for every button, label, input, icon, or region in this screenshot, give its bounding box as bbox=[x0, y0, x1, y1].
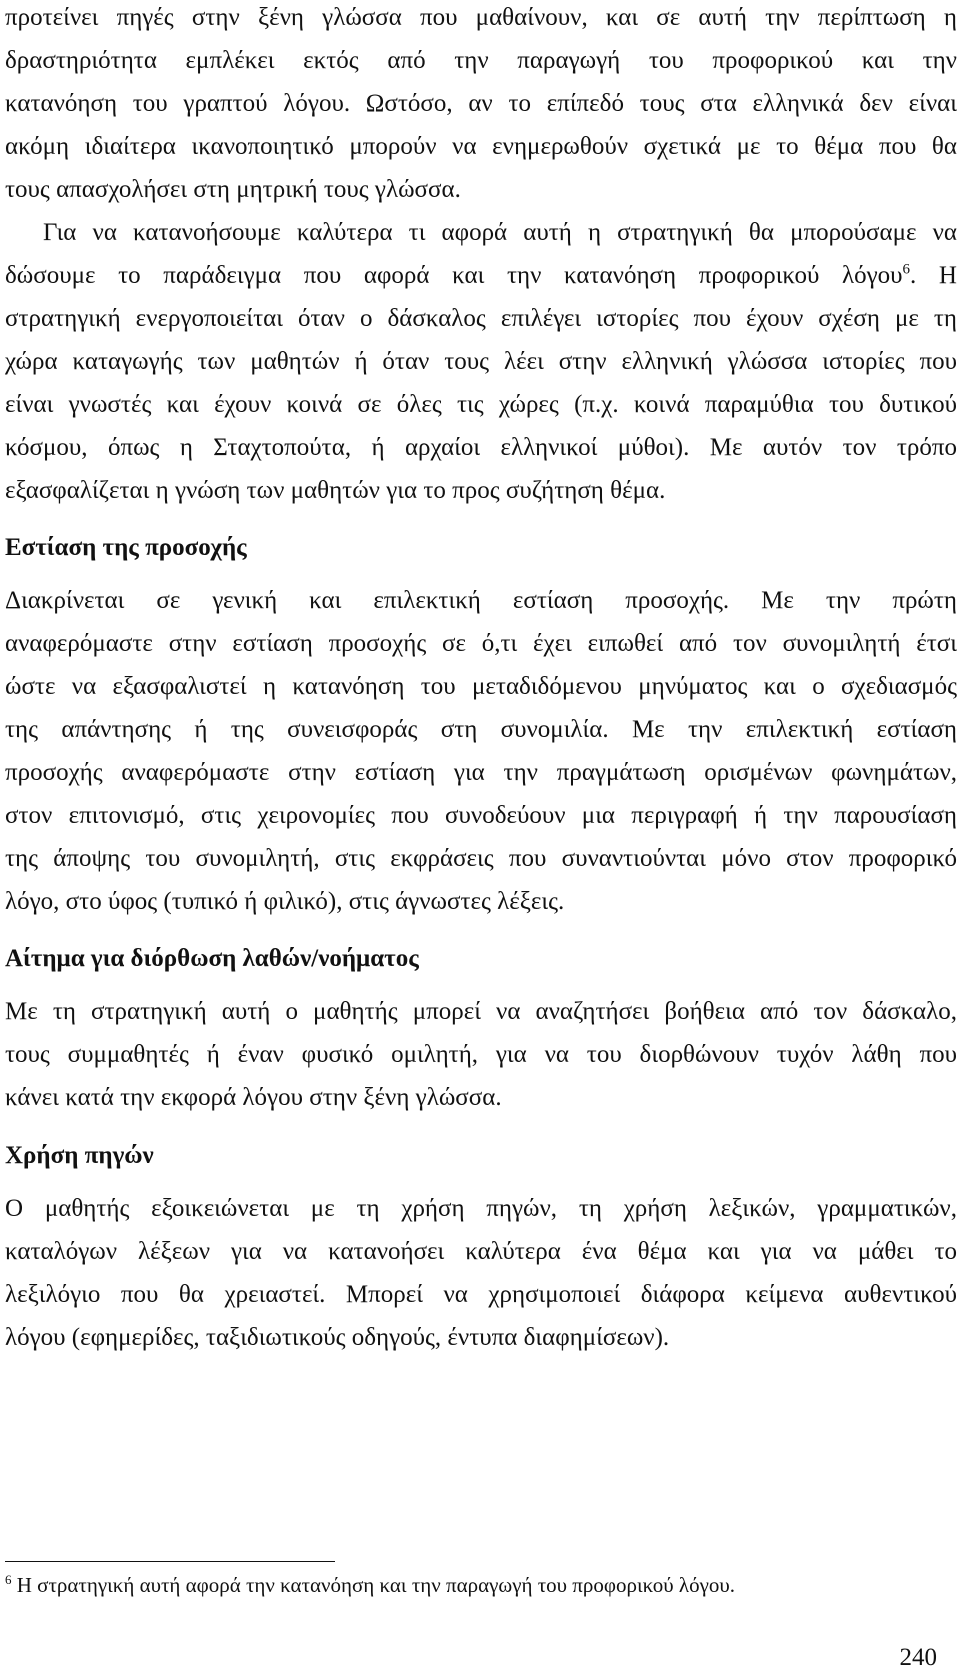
body-text-line: κατανόηση του γραπτού λόγου. Ωστόσο, αν το επίπεδό τους στα ελληνικά δεν είναι bbox=[5, 90, 957, 117]
body-text-line: λεξιλόγιο που θα χρειαστεί. Μπορεί να χρησιμοποιεί διάφορα κείμενα αυθεντικού bbox=[5, 1281, 957, 1308]
section-heading: Εστίαση της προσοχής bbox=[5, 534, 247, 561]
footnote-text: Η στρατηγική αυτή αφορά την κατανόηση και την παραγωγή του προφορικού λόγου. bbox=[11, 1573, 735, 1597]
body-text-line: κάνει κατά την εκφορά λόγου στην ξένη γλώσσα. bbox=[5, 1084, 502, 1111]
body-text-line: της απάντησης ή της συνεισφοράς στη συνομιλία. Με την επιλεκτική εστίαση bbox=[5, 716, 957, 743]
body-text-line-with-footnote-ref bbox=[5, 256, 957, 296]
body-text-line: είναι γνωστές και έχουν κοινά σε όλες τις χώρες (π.χ. κοινά παραμύθια του δυτικού bbox=[5, 391, 957, 418]
body-text-line: χώρα καταγωγής των μαθητών ή όταν τους λέει στην ελληνική γλώσσα ιστορίες που bbox=[5, 348, 957, 375]
footnote-separator bbox=[5, 1561, 335, 1562]
footnote-number: 6 bbox=[5, 1572, 12, 1587]
body-text-line: ώστε να εξασφαλιστεί η κατανόηση του μεταδιδόμενου μηνύματος και ο σχεδιασμός bbox=[5, 673, 957, 700]
body-text-line: στρατηγική ενεργοποιείται όταν ο δάσκαλος επιλέγει ιστορίες που έχουν σχέση με τη bbox=[5, 305, 957, 332]
footnote-reference: 6 bbox=[902, 261, 911, 278]
body-text-line: της άποψης του συνομιλητή, στις εκφράσεις που συναντιούνται μόνο στον προφορικό bbox=[5, 845, 957, 872]
body-text-line: προτείνει πηγές στην ξένη γλώσσα που μαθαίνουν, και σε αυτή την περίπτωση η bbox=[5, 4, 957, 31]
body-text-fragment: . Η bbox=[910, 262, 957, 289]
body-text-line: Για να κατανοήσουμε καλύτερα τι αφορά αυτή η στρατηγική θα μπορούσαμε να bbox=[43, 219, 957, 246]
body-text-line: ακόμη ιδιαίτερα ικανοποιητικό μπορούν να ενημερωθούν σχετικά με το θέμα που θα bbox=[5, 133, 957, 160]
section-heading: Αίτημα για διόρθωση λαθών/νοήματος bbox=[5, 945, 419, 972]
body-text-line: τους απασχολήσει στη μητρική τους γλώσσα. bbox=[5, 176, 461, 203]
body-text-line: λόγου (εφημερίδες, ταξιδιωτικούς οδηγούς, έντυπα διαφημίσεων). bbox=[5, 1324, 670, 1351]
body-text-line: εξασφαλίζεται η γνώση των μαθητών για το προς συζήτηση θέμα. bbox=[5, 477, 666, 504]
body-text-line: στον επιτονισμό, στις χειρονομίες που συνοδεύουν μια περιγραφή ή την παρουσίαση bbox=[5, 802, 957, 829]
body-text-line: προσοχής αναφερόμαστε στην εστίαση για την πραγμάτωση ορισμένων φωνημάτων, bbox=[5, 759, 957, 786]
body-text-line: Ο μαθητής εξοικειώνεται με τη χρήση πηγών, τη χρήση λεξικών, γραμματικών, bbox=[5, 1195, 957, 1222]
body-text-line: δραστηριότητα εμπλέκει εκτός από την παραγωγή του προφορικού και την bbox=[5, 47, 957, 74]
section-heading: Χρήση πηγών bbox=[5, 1142, 154, 1169]
page-number: 240 bbox=[899, 1644, 937, 1671]
footnote bbox=[5, 1570, 905, 1600]
body-text-line: αναφερόμαστε στην εστίαση προσοχής σε ό,τι έχει ειπωθεί από τον συνομιλητή έτσι bbox=[5, 630, 957, 657]
body-text-line: τους συμμαθητές ή έναν φυσικό ομιλητή, για να του διορθώνουν τυχόν λάθη που bbox=[5, 1041, 957, 1068]
body-text-line: κόσμου, όπως η Σταχτοπούτα, ή αρχαίοι ελληνικοί μύθοι). Με αυτόν τον τρόπο bbox=[5, 434, 957, 461]
body-text-line: καταλόγων λέξεων για να κατανοήσει καλύτερα ένα θέμα και για να μάθει το bbox=[5, 1238, 957, 1265]
body-text-line: Διακρίνεται σε γενική και επιλεκτική εστίαση προσοχής. Με την πρώτη bbox=[5, 587, 957, 614]
body-text-fragment: δώσουμε το παράδειγμα που αφορά και την κατανόηση προφορικού λόγου bbox=[5, 262, 903, 289]
body-text-line: Με τη στρατηγική αυτή ο μαθητής μπορεί να αναζητήσει βοήθεια από τον δάσκαλο, bbox=[5, 998, 957, 1025]
body-text-line: λόγο, στο ύφος (τυπικό ή φιλικό), στις άγνωστες λέξεις. bbox=[5, 888, 565, 915]
